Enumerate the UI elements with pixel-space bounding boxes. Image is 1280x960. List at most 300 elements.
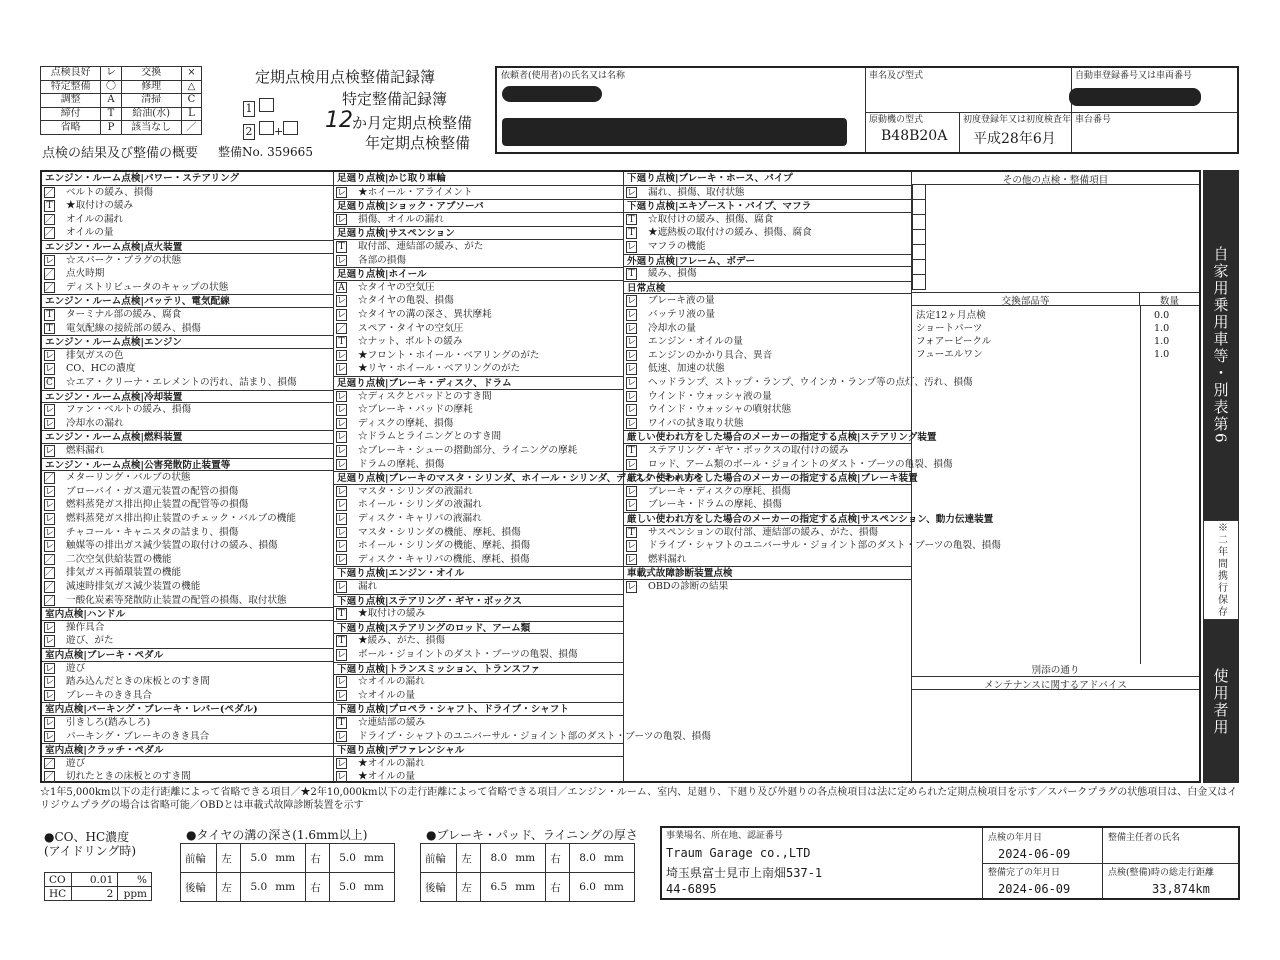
- measurement-cell: 右: [546, 873, 570, 902]
- checklist-item-label: 燃料漏れ: [648, 553, 687, 565]
- business-address: 埼玉県富士見市上南畑537-1: [666, 866, 823, 880]
- check-mark-box[interactable]: レ: [627, 554, 637, 565]
- checklist-item: [42, 199, 333, 213]
- check-mark-box[interactable]: T: [626, 227, 637, 239]
- other-item-checkbox[interactable]: [912, 215, 926, 230]
- measurement-cell: 左: [217, 873, 241, 902]
- registration-label: 自動車登録番号又は車両番号: [1075, 71, 1193, 81]
- check-mark-box[interactable]: レ: [45, 418, 55, 429]
- checklist-item: [42, 226, 333, 240]
- checklist-item-label: ドライブ・シャフトのユニバーサル・ジョイント部のダスト・ブーツの亀裂、損傷: [648, 540, 1001, 552]
- checklist-item: [334, 254, 623, 268]
- summary-heading: 点検の結果及び整備の概要: [42, 146, 199, 161]
- checklist-item: [624, 294, 911, 308]
- co-hc-cell: %: [118, 873, 152, 887]
- checklist-item: [334, 430, 623, 444]
- measurement-row: [181, 844, 395, 873]
- checklist-item: [334, 553, 623, 567]
- checklist-section-header: [334, 199, 623, 213]
- other-item-checkbox[interactable]: [912, 230, 926, 245]
- checklist-section-header: [42, 648, 333, 662]
- check-mark-box[interactable]: ／: [45, 473, 55, 484]
- checklist-item-label: ★取付けの緩み: [358, 608, 426, 620]
- other-item-checkbox[interactable]: [912, 185, 926, 200]
- check-mark-box[interactable]: レ: [45, 718, 55, 728]
- checklist-item: [624, 526, 911, 540]
- check-mark-box[interactable]: レ: [337, 459, 347, 470]
- check-mark-box[interactable]: レ: [627, 323, 637, 334]
- other-item-checkbox[interactable]: [912, 245, 926, 260]
- checklist-section-header: [334, 376, 623, 390]
- checklist-item-label: メターリング・バルブの状態: [66, 472, 191, 484]
- check-mark-box[interactable]: レ: [627, 296, 637, 307]
- check-mark-box[interactable]: ／: [45, 269, 55, 280]
- checklist-item-label: 引きしろ(踏みしろ): [66, 717, 151, 728]
- checklist-section-header: [334, 267, 623, 281]
- section-label: 足廻り点検|ホイール: [337, 269, 427, 281]
- checklist-item-label: エンジン・オイルの量: [648, 336, 743, 348]
- check-mark-box[interactable]: レ: [337, 391, 347, 402]
- checklist-section-header: [42, 172, 333, 186]
- checklist-item: [334, 335, 623, 349]
- checklist-section-header: [334, 226, 623, 240]
- certification-number: 44-6895: [666, 882, 717, 896]
- business-name: Traum Garage co.,LTD: [666, 846, 811, 860]
- checklist-section-header: [334, 594, 623, 608]
- maintenance-number: 整備No. 359665: [218, 145, 313, 159]
- checklist-item: [624, 376, 973, 390]
- checklist-item: [624, 186, 911, 200]
- check-mark-box[interactable]: レ: [337, 772, 347, 783]
- check-mark-box[interactable]: ／: [45, 582, 55, 592]
- legend-cell: A: [101, 94, 121, 108]
- check-mark-box[interactable]: ／: [45, 228, 55, 239]
- check-mark-box[interactable]: レ: [337, 364, 347, 375]
- check-mark-box[interactable]: レ: [337, 310, 347, 320]
- legend-cell: △: [181, 80, 201, 94]
- checklist-item: [334, 417, 623, 431]
- checklist-item-label: ☆スパーク・プラグの状態: [66, 254, 182, 266]
- check-mark-box[interactable]: レ: [45, 255, 55, 266]
- part-name: フューエルワン: [916, 349, 983, 360]
- checklist-item-label: ディスクの摩耗、損傷: [358, 417, 454, 429]
- measurement-cell: 8.0: [569, 844, 600, 873]
- legend-cell: ×: [181, 67, 201, 81]
- checklist-item: [334, 390, 623, 404]
- check-mark-box[interactable]: レ: [337, 731, 347, 742]
- checklist-item: [624, 322, 911, 336]
- checklist-item: [624, 580, 911, 594]
- check-mark-box[interactable]: ／: [45, 595, 55, 606]
- checklist-item-label: ★遮熱板の取付けの緩み、損傷、腐食: [648, 227, 812, 239]
- section-label: 下廻り点検|ステアリングのロッド、アーム類: [337, 622, 531, 634]
- check-mark-box[interactable]: レ: [45, 541, 55, 552]
- checklist-item: [334, 675, 623, 689]
- section-label: 下廻り点検|ブレーキ・ホース、パイプ: [627, 173, 793, 184]
- legend-cell: 省略: [41, 121, 101, 135]
- engine-type-label: 原動機の型式: [869, 115, 924, 125]
- measurement-cell: 前輪: [421, 844, 457, 873]
- checklist-item-label: ステアリング・ギヤ・ボックスの取付けの緩み: [648, 445, 849, 456]
- checklist-item-label: ☆オイルの漏れ: [358, 676, 425, 688]
- checklist-item-label: 低速、加速の状態: [648, 363, 725, 375]
- check-mark-box[interactable]: レ: [337, 432, 347, 443]
- checklist-item-label: ボール・ジョイントのダスト・ブーツの亀裂、損傷: [358, 649, 578, 660]
- legend-cell: C: [181, 94, 201, 108]
- checklist-item-label: ウインド・ウォッシャ液の量: [648, 390, 772, 402]
- check-mark-box[interactable]: レ: [627, 582, 637, 592]
- check-mark-box[interactable]: ／: [45, 554, 55, 565]
- checklist-item: [42, 485, 333, 499]
- checklist-item-label: ブレーキ・ドラムの摩耗、損傷: [648, 499, 782, 511]
- check-mark-box[interactable]: レ: [337, 758, 347, 769]
- checklist-item: [334, 607, 623, 621]
- check-mark-box[interactable]: ／: [45, 282, 55, 293]
- legend-cell: 〇: [101, 80, 121, 94]
- checklist-item: [334, 362, 623, 376]
- measurement-cell: 前輪: [181, 844, 217, 873]
- check-mark-box[interactable]: レ: [627, 391, 637, 402]
- check-mark-box[interactable]: レ: [337, 650, 347, 660]
- check-mark-box[interactable]: レ: [337, 541, 347, 552]
- checklist-item-label: 減速時排気ガス減少装置の機能: [66, 581, 201, 592]
- checklist-item-label: 排気ガス再循環装置の機能: [66, 567, 182, 579]
- part-quantity: 0.0: [1154, 310, 1170, 321]
- checklist-item: [624, 349, 911, 363]
- section-label: 足廻り点検|ブレーキ・ディスク、ドラム: [337, 378, 512, 389]
- checklist-item-label: 踏み込んだときの床板とのすき間: [66, 676, 210, 688]
- period-options: [243, 98, 298, 140]
- checklist-item-label: 遊び: [66, 757, 86, 769]
- checklist-item: [42, 267, 333, 281]
- co-hc-subtitle: (アイドリング時): [44, 844, 137, 858]
- check-mark-box[interactable]: レ: [45, 364, 55, 375]
- check-mark-box[interactable]: レ: [337, 500, 347, 511]
- checklist-section-header: [624, 566, 911, 580]
- check-mark-box[interactable]: レ: [45, 514, 55, 524]
- check-mark-box[interactable]: T: [44, 323, 55, 335]
- check-mark-box[interactable]: レ: [45, 527, 55, 538]
- brake-thickness-table: [420, 843, 635, 902]
- inspection-date-label: 点検の年月日: [988, 833, 1043, 843]
- checklist-item: [624, 308, 911, 322]
- section-label: 車載式故障診断装置点検: [627, 568, 733, 580]
- legend-cell: 特定整備: [41, 80, 101, 94]
- checkbox-24month[interactable]: [259, 121, 274, 135]
- measurement-cell: 右: [546, 844, 570, 873]
- checklist-item: [334, 730, 711, 744]
- side-tab-user-copy: 使用者用: [1203, 620, 1239, 783]
- checklist-section-header: [42, 335, 333, 349]
- checklist-item-label: 排気ガスの色: [66, 349, 124, 361]
- total-mileage: 33,874km: [1152, 882, 1210, 896]
- check-mark-box[interactable]: レ: [337, 296, 347, 307]
- measurement-cell: 後輪: [421, 873, 457, 902]
- check-mark-box[interactable]: レ: [627, 364, 637, 375]
- checklist-column-1: [42, 172, 334, 781]
- measurement-cell: 右: [306, 844, 330, 873]
- check-mark-box[interactable]: C: [44, 377, 55, 389]
- check-mark-box[interactable]: レ: [337, 514, 347, 524]
- redacted-client-name: [502, 86, 602, 102]
- checklist-item: [42, 403, 333, 417]
- checklist-item-label: 二次空気供給装置の機能: [66, 553, 172, 565]
- legend-row: [41, 67, 202, 81]
- checklist-item: [334, 634, 623, 648]
- check-mark-box[interactable]: T: [336, 336, 347, 348]
- checklist-section-header: [624, 254, 911, 268]
- co-hc-row: [45, 887, 152, 901]
- checklist-section-header: [42, 743, 333, 757]
- check-mark-box[interactable]: レ: [627, 418, 637, 429]
- checklist-item: [334, 186, 623, 200]
- co-hc-cell: HC: [45, 887, 72, 901]
- completion-date-label: 整備完了の年月日: [988, 868, 1061, 878]
- checklist-item: [42, 689, 333, 703]
- check-mark-box[interactable]: レ: [627, 187, 637, 198]
- check-mark-box[interactable]: T: [44, 309, 55, 321]
- legend-cell: L: [181, 107, 201, 121]
- measurement-row: [421, 844, 635, 873]
- section-label: エンジン・ルーム点検|燃料装置: [45, 432, 183, 444]
- legend-cell: ／: [181, 121, 201, 135]
- co-hc-title: ●CO、HC濃度: [44, 830, 130, 844]
- checklist-item-label: ★オイルの漏れ: [358, 757, 425, 769]
- checklist-section-header: [42, 702, 333, 716]
- checklist-item-label: ヘッドランプ、ストップ・ランプ、ウインカ・ランプ等の点灯、汚れ、損傷: [648, 377, 973, 388]
- check-mark-box[interactable]: レ: [627, 378, 637, 388]
- checklist-item-label: ベルトの緩み、損傷: [66, 186, 153, 198]
- check-mark-box[interactable]: レ: [337, 255, 347, 266]
- check-mark-box[interactable]: T: [626, 268, 637, 280]
- checklist-item: [334, 308, 623, 322]
- checklist-item-label: ★リヤ・ホイール・ベアリングのがた: [358, 363, 521, 375]
- section-label: 下廻り点検|エキゾースト・パイプ、マフラ: [627, 201, 812, 213]
- checklist-item-label: 冷却水の量: [648, 322, 696, 334]
- check-mark-box[interactable]: T: [336, 635, 347, 647]
- legend-cell: 修理: [121, 80, 181, 94]
- checklist-item: [42, 444, 333, 458]
- checklist-item-label: ☆タイヤの空気圧: [358, 281, 435, 293]
- business-info-box: [660, 826, 1240, 900]
- checklist-item-label: ブレーキ・ディスクの摩耗、損傷: [648, 485, 791, 497]
- checklist-section-header: [42, 430, 333, 444]
- check-mark-box[interactable]: ／: [45, 214, 55, 225]
- checklist-item-label: ☆ナット、ボルトの緩み: [358, 336, 463, 348]
- check-mark-box[interactable]: レ: [627, 500, 637, 511]
- checklist-item-label: マスタ・シリンダの液漏れ: [358, 485, 473, 497]
- checklist-item-label: 点火時期: [66, 268, 105, 280]
- section-label: 厳しい使われ方をした場合のメーカーの指定する点検|サスペンション、動力伝達装置: [627, 514, 994, 525]
- check-mark-box[interactable]: レ: [45, 663, 55, 674]
- checklist-section-header: [624, 471, 918, 485]
- checklist-item-label: ブローバイ・ガス還元装置の配管の損傷: [66, 485, 239, 497]
- section-label: エンジン・ルーム点検|エンジン: [45, 337, 182, 349]
- checklist-item: [334, 580, 623, 594]
- checkbox-annual[interactable]: [283, 121, 298, 135]
- check-mark-box[interactable]: レ: [627, 459, 637, 470]
- check-mark-box[interactable]: T: [336, 608, 347, 620]
- check-mark-box[interactable]: レ: [337, 690, 347, 701]
- measurement-cell: mm: [360, 873, 395, 902]
- checklist-item-label: ☆オイルの量: [358, 689, 416, 701]
- check-mark-box[interactable]: レ: [337, 187, 347, 198]
- check-mark-box[interactable]: A: [336, 282, 347, 294]
- checklist-item-label: ディスク・キャリパの機能、摩耗、損傷: [358, 553, 530, 565]
- measurement-cell: 8.0: [481, 844, 512, 873]
- check-mark-box[interactable]: レ: [45, 350, 55, 361]
- checklist-item-label: 漏れ、損傷、取付状態: [648, 186, 745, 198]
- check-mark-box[interactable]: レ: [337, 554, 347, 565]
- check-mark-box[interactable]: T: [626, 527, 637, 539]
- checklist-section-header: [42, 458, 333, 472]
- check-mark-box[interactable]: ／: [45, 187, 55, 198]
- measurement-cell: mm: [360, 844, 395, 873]
- checklist-item-label: ファン・ベルトの緩み、損傷: [66, 404, 192, 416]
- checklist-item: [42, 376, 333, 390]
- measurement-cell: 5.0: [241, 873, 272, 902]
- checklist-section-header: [334, 621, 623, 635]
- check-mark-box[interactable]: T: [626, 445, 637, 457]
- check-mark-box[interactable]: T: [44, 200, 55, 212]
- other-item-checkbox[interactable]: [912, 200, 926, 215]
- redacted-client-address: [502, 118, 847, 146]
- co-hc-cell: ppm: [118, 887, 152, 901]
- co-hc-cell: 2: [72, 887, 118, 901]
- checklist-item: [624, 335, 911, 349]
- check-mark-box[interactable]: レ: [627, 405, 637, 416]
- checklist-item: [42, 662, 333, 676]
- checklist-item: [42, 186, 333, 200]
- option-number-1: 1: [243, 101, 255, 117]
- checklist-item: [334, 294, 623, 308]
- check-mark-box[interactable]: ／: [45, 772, 55, 783]
- check-mark-box[interactable]: レ: [627, 310, 637, 320]
- section-label: 室内点検|クラッチ・ペダル: [45, 745, 164, 757]
- check-mark-box[interactable]: レ: [45, 677, 55, 688]
- check-mark-box[interactable]: レ: [627, 541, 637, 552]
- check-mark-box[interactable]: T: [626, 214, 637, 226]
- other-item-checkbox[interactable]: [912, 275, 926, 290]
- separate-attachment-note: 別添の通り: [1031, 665, 1080, 676]
- checklist-item-label: エンジンのかかり具合、異音: [648, 349, 773, 361]
- checklist-item-label: ★フロント・ホイール・ベアリングのがた: [358, 349, 540, 361]
- measurement-cell: mm: [271, 873, 306, 902]
- checklist-item: [334, 648, 623, 662]
- check-mark-box[interactable]: レ: [45, 500, 55, 511]
- check-mark-box[interactable]: レ: [337, 350, 347, 361]
- checklist-item-label: ★緩み、がた、損傷: [358, 635, 445, 647]
- measurement-cell: 左: [217, 844, 241, 873]
- check-mark-box[interactable]: レ: [337, 486, 347, 497]
- part-name: 法定12ヶ月点検: [916, 310, 986, 321]
- checklist-section-header: [624, 281, 911, 295]
- check-mark-box[interactable]: レ: [627, 350, 637, 361]
- section-label: エンジン・ルーム点検|バッテリ、電気配線: [45, 296, 230, 308]
- checklist-item-label: ドライブ・シャフトのユニバーサル・ジョイント部のダスト・ブーツの亀裂、損傷: [358, 730, 711, 742]
- section-label: 下廻り点検|ステアリング・ギヤ・ボックス: [337, 595, 522, 607]
- first-registration-value: 平成28年6月: [973, 131, 1056, 147]
- check-mark-box[interactable]: レ: [337, 418, 347, 429]
- checklist-item: [334, 403, 623, 417]
- section-label: 室内点検|ブレーキ・ペダル: [45, 650, 164, 661]
- section-label: 室内点検|パーキング・ブレーキ・レバー(ペダル): [45, 704, 258, 716]
- checklist-item: [42, 770, 333, 784]
- section-label: 足廻り点検|ショック・アブソーバ: [337, 201, 484, 213]
- title-periodic: 定期点検用点検整備記録簿: [255, 68, 436, 86]
- check-mark-box[interactable]: レ: [45, 405, 55, 416]
- legend-cell: 交換: [121, 67, 181, 81]
- legend-cell: 給油(水): [121, 107, 181, 121]
- checklist-item: [334, 349, 623, 363]
- checklist-item-label: ホイール・シリンダの液漏れ: [358, 499, 483, 511]
- check-mark-box[interactable]: レ: [45, 731, 55, 742]
- check-mark-box[interactable]: ／: [337, 323, 347, 334]
- section-label: エンジン・ルーム点検|冷却装置: [45, 391, 183, 403]
- checklist-item: [334, 689, 623, 703]
- check-mark-box[interactable]: レ: [45, 690, 55, 701]
- section-label: エンジン・ルーム点検|点火装置: [45, 242, 183, 253]
- checklist-item-label: 切れたときの床板とのすき間: [66, 771, 191, 783]
- check-mark-box[interactable]: レ: [45, 622, 55, 633]
- checklist-item: [624, 444, 911, 458]
- checklist-item: [624, 362, 911, 376]
- checklist-item-label: ☆連結部の緩み: [358, 717, 426, 728]
- check-mark-box[interactable]: ／: [45, 758, 55, 769]
- check-mark-box[interactable]: ／: [45, 568, 55, 579]
- part-quantity: 1.0: [1154, 349, 1170, 360]
- checklist-item: [334, 539, 623, 553]
- checklist-item-label: 緩み、損傷: [648, 268, 697, 280]
- check-mark-box[interactable]: レ: [337, 582, 347, 592]
- checklist-section-header: [624, 430, 937, 444]
- checklist-item: [42, 512, 333, 526]
- checklist-item-label: ☆ブレーキ・パッドの摩耗: [358, 404, 473, 416]
- mileage-label: 点検(整備)時の総走行距離: [1108, 868, 1215, 878]
- checklist-item-label: ターミナル部の緩み、腐食: [66, 309, 182, 320]
- check-mark-box[interactable]: レ: [45, 636, 55, 647]
- check-mark-box[interactable]: T: [336, 241, 347, 253]
- check-mark-box[interactable]: レ: [337, 677, 347, 688]
- check-mark-box[interactable]: T: [336, 717, 347, 729]
- measurement-cell: 左: [457, 873, 481, 902]
- check-mark-box[interactable]: レ: [337, 405, 347, 416]
- check-mark-box[interactable]: レ: [627, 486, 637, 497]
- co-hc-table: [44, 872, 152, 901]
- check-mark-box[interactable]: レ: [627, 337, 637, 348]
- section-label: 厳しい使われ方をした場合のメーカーの指定する点検|ブレーキ装置: [627, 473, 918, 485]
- other-item-checkbox[interactable]: [912, 260, 926, 275]
- check-mark-box[interactable]: レ: [337, 527, 347, 538]
- check-mark-box[interactable]: レ: [45, 446, 55, 456]
- check-mark-box[interactable]: レ: [337, 214, 347, 225]
- check-mark-box[interactable]: レ: [337, 446, 347, 456]
- engine-type-value: B48B20A: [881, 128, 948, 144]
- tire-depth-table: [180, 843, 395, 902]
- check-mark-box[interactable]: レ: [627, 242, 637, 252]
- check-mark-box[interactable]: レ: [45, 486, 55, 497]
- checklist-item-label: 各部の損傷: [358, 254, 406, 266]
- checkbox-12month[interactable]: [259, 98, 274, 112]
- checklist-item-label: オイルの量: [66, 227, 114, 239]
- checklist-item: [624, 417, 911, 431]
- chassis-number-label: 車台番号: [1075, 115, 1112, 125]
- measurement-cell: 6.5: [481, 873, 512, 902]
- checklist-item-label: 遊び: [66, 662, 86, 674]
- checklist-item-label: ☆ディスクとパッドとのすき間: [358, 390, 492, 402]
- checklist-item: [624, 498, 911, 512]
- checklist-item: [42, 594, 333, 608]
